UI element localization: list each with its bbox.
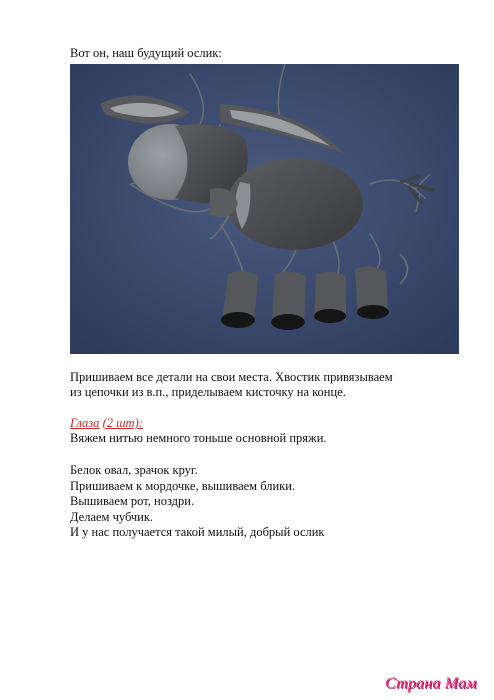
eyes-heading-count: (2 шт): [102,416,143,430]
instruction-line: Белок овал, зрачок круг. [70,463,198,477]
paragraph-eyes-yarn: Вяжем нитью немного тоньше основной пряжи. [70,431,327,445]
instruction-line: Вышиваем рот, ноздри. [70,494,195,509]
instruction-line: Пришиваем к мордочке, вышиваем блики. [70,478,296,493]
instruction-lines [70,463,325,541]
instruction-line: Делаем чубчик. [70,509,154,524]
paragraph-sewing: Пришиваем все детали на свои места. Хвостик привязываем из цепочки из в.п., приделываем кисточку на конце. [70,370,393,399]
eyes-heading [70,416,143,431]
eyes-heading-label: Глаза [70,416,100,430]
donkey-photo-illustration [70,64,459,354]
donkey-parts-photo [70,64,459,354]
strana-mam-logo: Страна Мам [385,675,477,692]
instruction-line: И у нас получается такой милый, добрый ослик [70,525,325,540]
intro-text: Вот он, наш будущий ослик: [70,46,222,60]
